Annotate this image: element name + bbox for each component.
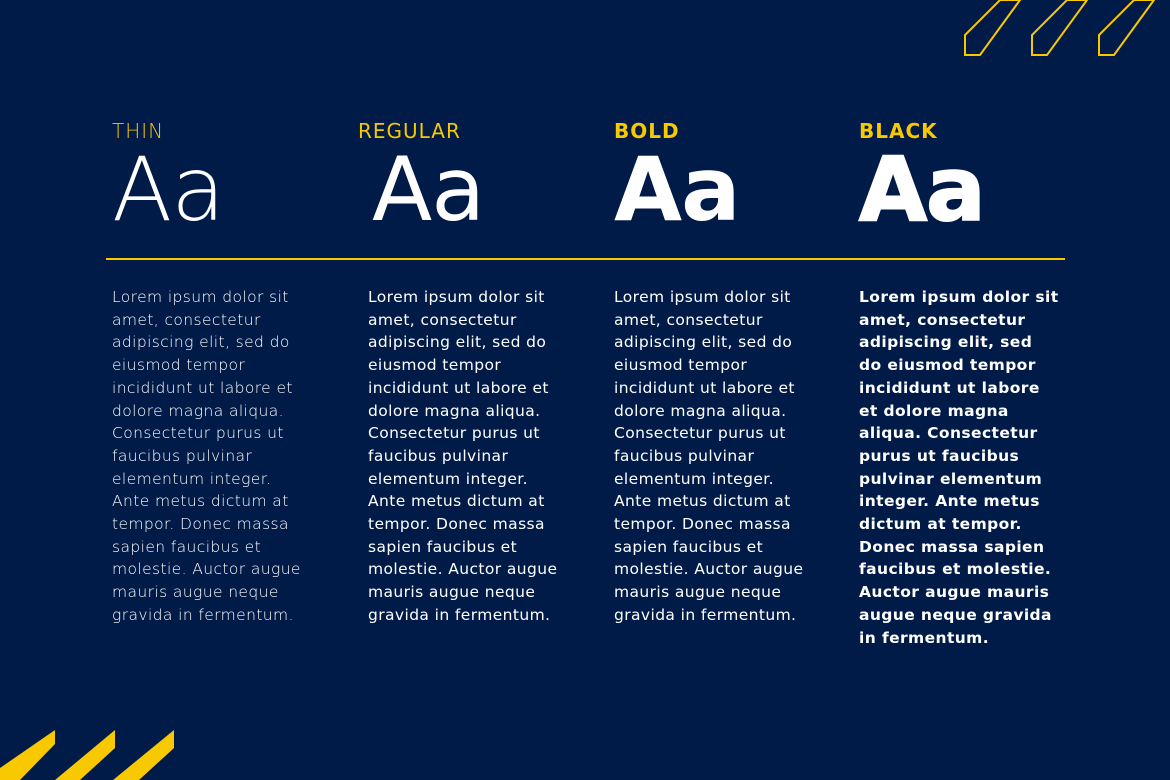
body-text-thin: Lorem ipsum dolor sit amet, consectetur adipiscing elit, sed do eiusmod tempor incididunt ut labore et dolore magna aliqua. Consectetur purus ut faucibus pulvinar elementum integer. Ante metus dictum at tempor. Donec massa sapien faucibus et molestie. Auctor augue mauris augue neque gravida in fermentum. [112, 288, 301, 624]
weight-label-bold: BOLD [614, 119, 680, 143]
weight-label-black: BLACK [859, 119, 938, 143]
specimen-black: Aa [859, 138, 985, 241]
outlined-stripes-decoration [950, 0, 1170, 60]
specimen-thin: Aa [112, 138, 225, 241]
weight-label-thin: THIN [112, 119, 165, 143]
weight-column-thin [112, 118, 312, 246]
weight-label-regular: REGULAR [358, 119, 461, 143]
divider-rule [106, 258, 1065, 260]
body-text-bold: Lorem ipsum dolor sit amet, consectetur adipiscing elit, sed do eiusmod tempor incididunt ut labore et dolore magna aliqua. Consectetur purus ut faucibus pulvinar elementum integer. Ante metus dictum at tempor. Donec massa sapien faucibus et molestie. Auctor augue mauris augue neque gravida in fermentum. [614, 288, 804, 624]
body-text-regular: Lorem ipsum dolor sit amet, consectetur adipiscing elit, sed do eiusmod tempor incididunt ut labore et dolore magna aliqua. Consectetur purus ut faucibus pulvinar elementum integer. Ante metus dictum at tempor. Donec massa sapien faucibus et molestie. Auctor augue mauris augue neque gravida in fermentum. [368, 288, 558, 624]
specimen-bold: Aa [614, 138, 740, 241]
specimen-regular: Aa [372, 138, 485, 241]
weight-column-bold [614, 118, 814, 246]
solid-stripes-decoration [0, 730, 185, 780]
weight-column-black [859, 118, 1059, 246]
weight-column-regular [358, 118, 558, 246]
body-text-black: Lorem ipsum dolor sit amet, consectetur adipiscing elit, sed do eiusmod tempor incididunt ut labore et dolore magna aliqua. Consectetur purus ut faucibus pulvinar elementum integer. Ante metus dictum at tempor. Donec massa sapien faucibus et molestie. Auctor augue mauris augue neque gravida in fermentum. [859, 288, 1059, 647]
